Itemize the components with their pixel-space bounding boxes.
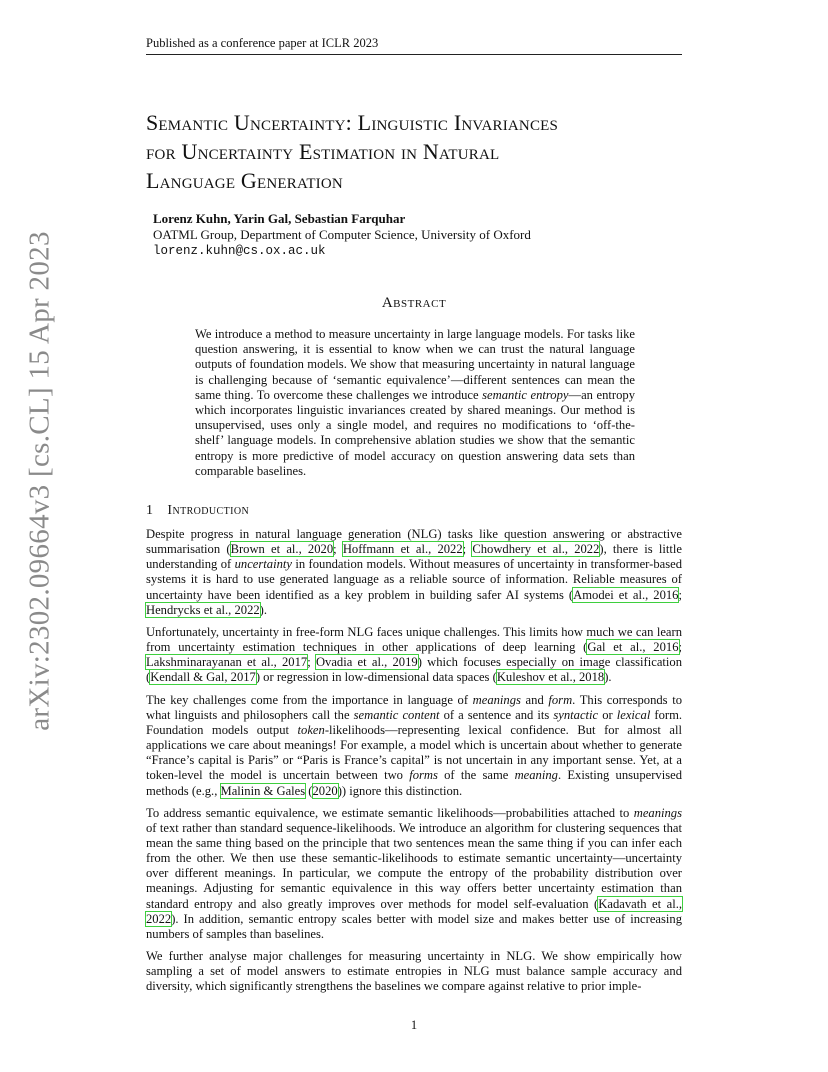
citation-link[interactable]: Gal et al., 2016 [587, 640, 679, 655]
citation-link[interactable]: Chowdhery et al., 2022 [472, 542, 600, 557]
paragraph: The key challenges come from the importance in language of meanings and form. This corresponds to what linguists and philosophers call the semantic content of a sentence and its syntactic or lexical form. Foundation models output token-likelihoods—representing lexical confidence. But for almost all applications we care about meanings! For example, a model which is uncertain about whether to generate “France’s capital is Paris” or “Paris is France’s capital” is not uncertain in any important sense. Yet, at a token-level the model is uncertain between two forms of the same meaning. Existing unsupervised methods (e.g., Malinin & Gales (2020)) ignore this distinction. [146, 692, 683, 798]
abstract-heading: Abstract [381, 295, 447, 311]
emphasis: semantic entropy [482, 387, 569, 402]
author-email: lorenz.kuhn@cs.ox.ac.uk [153, 244, 326, 258]
title-line-2: for Uncertainty Estimation in Natural [146, 139, 500, 164]
citation-link[interactable]: Hendrycks et al., 2022 [146, 602, 260, 617]
introduction-body [146, 527, 682, 1002]
citation-link[interactable]: Kuleshov et al., 2018 [496, 670, 605, 685]
author-block [153, 211, 531, 259]
citation-link[interactable]: Brown et al., 2020 [230, 542, 334, 557]
running-header: Published as a conference paper at ICLR 2023 [146, 36, 682, 55]
citation-link[interactable]: Hoffmann et al., 2022 [342, 542, 463, 557]
arxiv-identifier: arXiv:2302.09664v3 [cs.CL] 15 Apr 2023 [23, 231, 56, 731]
citation-link[interactable]: Ovadia et al., 2019 [315, 655, 418, 670]
author-names: Lorenz Kuhn, Yarin Gal, Sebastian Farquhar [153, 211, 406, 226]
title-line-3: Language Generation [146, 168, 343, 193]
section-heading [146, 503, 249, 519]
citation-link[interactable]: Malinin & Gales [220, 783, 306, 798]
paragraph: Despite progress in natural language generation (NLG) tasks like question answering or abstractive summarisation (Brown et al., 2020; Hoffmann et al., 2022; Chowdhery et al., 2022), there is little understanding of uncertainty in foundation models. Without measures of uncertainty in transformer-based systems it is hard to use generated language as a reliable source of information. Reliable measures of uncertainty have been identified as a key problem in building safer AI systems (Amodei et al., 2016; Hendrycks et al., 2022). [146, 527, 682, 617]
paragraph: Unfortunately, uncertainty in free-form NLG faces unique challenges. This limits how much we can learn from uncertainty estimation techniques in other applications of deep learning (Gal et al., 2016; Lakshminarayanan et al., 2017; Ovadia et al., 2019) which focuses especially on image classification (Kendall & Gal, 2017) or regression in low-dimensional data spaces (Kuleshov et al., 2018). [146, 624, 683, 685]
citation-link[interactable]: 2020 [312, 783, 338, 798]
section-number: 1 [146, 503, 154, 518]
abstract-text: We introduce a method to measure uncertainty in large language models. For tasks like question answering, it is essential to know when we can trust the natural language outputs of foundation models. We show that measuring uncertainty in natural language is challenging because of ‘semantic equivalence’—different sentences can mean the same thing. To overcome these challenges we introduce semantic entropy—an entropy which incorporates linguistic invariances created by shared meanings. Our method is unsupervised, uses only a single model, and requires no modifications to ‘off-the-shelf’ language models. In comprehensive ablation studies we show that the semantic entropy is more predictive of model accuracy on question answering data sets than comparable baselines. [195, 327, 635, 478]
affiliation: OATML Group, Department of Computer Science, University of Oxford [153, 227, 531, 242]
page-number: 1 [410, 1018, 418, 1032]
paragraph: To address semantic equivalence, we estimate semantic likelihoods—probabilities attached to meanings of text rather than standard sequence-likelihoods. We introduce an algorithm for clustering sequences that mean the same thing based on the principle that two sentences mean the same thing if you can infer each from the other. We then use these semantic-likelihoods to estimate semantic uncertainty—uncertainty over different meanings. In particular, we compute the entropy of the probability distribution over meanings. Adjusting for semantic equivalence in this way offers better uncertainty estimation than standard entropy and also greatly improves over methods for model self-evaluation (Kadavath et al., 2022). In addition, semantic entropy scales better with model size and makes better use of increasing numbers of samples than baselines. [146, 805, 683, 941]
paragraph: We further analyse major challenges for measuring uncertainty in NLG. We show empirically how sampling a set of model answers to estimate entropies in NLG must balance sample accuracy and diversity, which significantly strengthens the baselines we compare against relative to prior imple- [146, 949, 682, 994]
title-line-1: Semantic Uncertainty: Linguistic Invariances [146, 110, 559, 135]
section-title: Introduction [167, 503, 250, 518]
citation-link[interactable]: Kadavath et al., 2022 [146, 896, 683, 926]
citation-link[interactable]: Lakshminarayanan et al., 2017 [146, 655, 308, 670]
citation-link[interactable]: Kendall & Gal, 2017 [150, 670, 256, 685]
citation-link[interactable]: Amodei et al., 2016 [573, 587, 679, 602]
paper-title [146, 108, 706, 195]
